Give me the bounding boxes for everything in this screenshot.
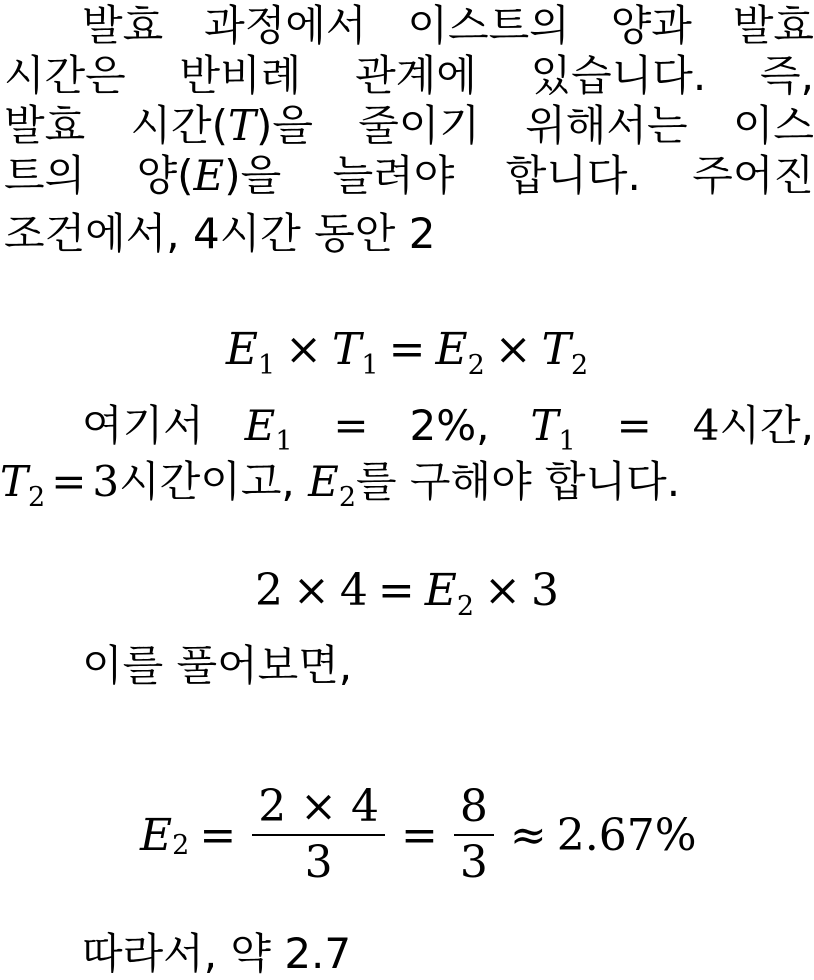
equals-operator: = [388,324,426,375]
word: 양과 [610,1,692,50]
math-E1 [245,400,293,458]
times-operator: × [285,324,323,375]
text: 를 구해야 합니다. [356,457,681,506]
fraction-numerator: 8 [454,782,494,836]
equals-operator: = [51,457,87,506]
math-E: E [435,324,468,375]
subscript: 2 [467,350,485,381]
equals-operator: = [401,809,438,861]
word: 발효 [82,1,164,50]
equals-operator: = [333,401,369,450]
math-T: T [530,401,559,450]
math-variable-E: E [193,151,225,200]
equation-inverse-proportion [0,322,814,384]
para1-line4 [4,150,814,202]
para3: 이를 풀어보면, [82,641,353,690]
para2-line2 [0,456,810,514]
math-T: T [541,324,571,375]
subscript: 2 [456,591,475,622]
math-T: T [0,457,29,506]
fraction-2x4-over-3 [252,782,385,888]
equals-operator: = [616,401,652,450]
result-value [557,810,697,861]
word: 이스 [732,101,814,150]
times-operator: × [484,565,521,616]
fraction-denominator: 3 [304,837,333,888]
unit: 시간, [719,401,814,450]
number: 2 [255,565,284,616]
number: 4 [339,565,368,616]
math-E: E [244,401,276,450]
equation-substitution [0,563,814,625]
word-with-variable [130,100,313,152]
equation-solution [140,780,697,890]
para1-line5: 조건에서, 4시간 동안 2 [4,209,436,258]
word-part: 시간( [130,101,228,150]
para1-line2 [4,50,814,102]
fraction-numerator: 2 × 4 [252,782,385,836]
math-T: T [332,324,362,375]
approx-operator: ≈ [509,809,547,861]
subscript: 2 [338,482,356,513]
math-E: E [140,809,173,861]
word: 줄이기 [358,101,480,150]
equals-operator: = [199,809,237,861]
result-number: 2.67% [556,809,697,861]
word: 시간은 [4,51,126,100]
para2-line1 [82,400,814,458]
math-E: E [308,457,339,506]
number: 3 [530,565,559,616]
word: 늘려야 [332,151,455,200]
word: 위해서는 [525,101,688,150]
math-E: E [225,324,258,375]
word: 발효 [4,101,86,150]
para1-line1 [82,0,814,52]
word-part: 양( [136,151,194,200]
subscript: 1 [361,350,379,381]
math-E: E [424,565,457,616]
para1-line3 [4,100,814,152]
word: 반비례 [179,51,302,100]
word: 있습니다. [530,51,707,100]
word: 즉, [760,51,814,100]
math-T1 [530,400,575,458]
word: 관계에 [355,51,477,100]
text: 시간이고, [119,457,295,506]
equals-operator: = [377,565,415,616]
fraction-8-over-3 [454,782,494,888]
word: 주어진 [692,151,814,200]
times-operator: × [293,565,330,616]
fraction-denominator: 3 [459,837,488,888]
para4: 따라서, 약 2.7 [82,929,352,978]
subscript: 2 [28,482,46,513]
number: 3 [92,457,120,506]
word-part: )을 [255,101,313,150]
subscript: 2 [570,350,589,381]
number: 4 [692,401,720,450]
subscript: 1 [275,426,293,457]
word: 합니다. [505,151,641,200]
word: 트의 [4,151,86,200]
times-operator: × [494,324,532,375]
word-with-variable [137,150,282,202]
value-t1 [693,400,814,458]
word: 발효 [732,1,814,50]
subscript: 1 [257,350,276,381]
math-variable-T: T [227,101,256,150]
word: 이스트의 [407,1,570,50]
value-e1: 2%, [409,401,490,450]
word-part: )을 [224,151,282,200]
word: 과정에서 [204,1,367,50]
subscript: 1 [558,426,576,457]
subscript: 2 [172,829,190,861]
word: 여기서 [82,401,204,450]
